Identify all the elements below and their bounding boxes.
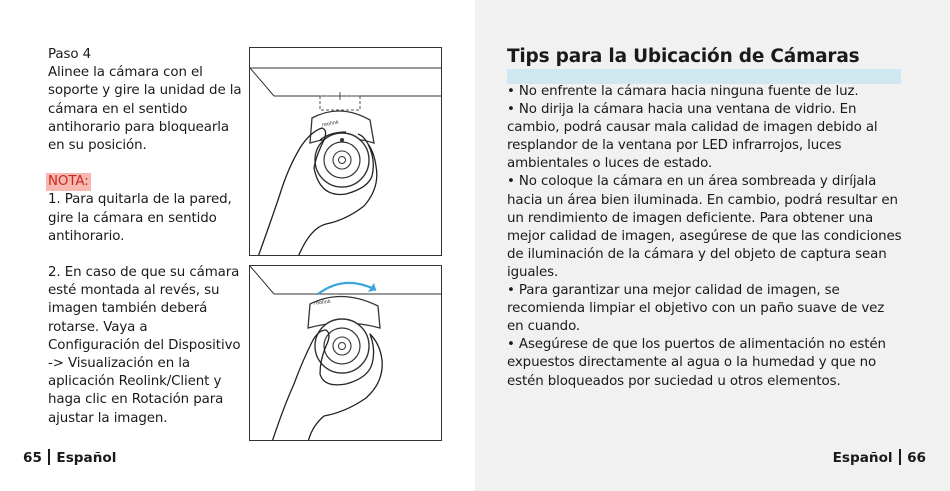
camera-rotate-illustration (250, 266, 442, 441)
right-footer (833, 449, 926, 467)
illustration-align-camera (249, 47, 442, 256)
note-item-2: 2. En caso de que su cámara esté montada al revés, su imagen también deberá rotarse. Vaya a Configuración del Dispositivo -> Visualización en la aplicación Reolink/Client y haga clic en Rotación para ajustar la imagen. (48, 265, 241, 426)
step-text: Alinee la cámara con el soporte y gire la unidad de la cámara en el sentido antihorario para bloquearla en su posición. (48, 65, 242, 154)
tip-item: • Asegúrese de que los puertos de alimentación no estén expuestos directamente al agua o la humedad y que no estén bloqueados por suciedad u otros elementos. (507, 337, 886, 389)
footer-divider (48, 449, 51, 465)
step-title: Paso 4 (48, 47, 92, 62)
brand-logo-2: reolink (313, 298, 332, 307)
page-title: Tips para la Ubicación de Cámaras (507, 46, 860, 67)
tip-item: • No dirija la cámara hacia una ventana de vidrio. En cambio, podrá causar mala calidad de imagen debido al resplandor de la ventana por LED infrarrojos, luces ambientales o luces de estado. (507, 102, 878, 172)
note-item-1: 1. Para quitarla de la pared, gire la cámara en sentido antihorario. (48, 192, 232, 244)
page-number: 65 (23, 450, 42, 466)
page-number: 66 (907, 450, 926, 466)
tip-item: • No enfrente la cámara hacia ninguna fuente de luz. (507, 84, 859, 99)
brand-logo: reolink (321, 119, 340, 129)
spacer (48, 246, 243, 264)
tips-list (507, 83, 903, 391)
illustration-rotate-camera (249, 265, 442, 441)
title-underline-bar (507, 69, 901, 84)
footer-language: Español (832, 450, 893, 466)
left-footer (23, 449, 116, 467)
tip-item: • No coloque la cámara en un área sombreada y diríjala hacia un área bien iluminada. En cambio, podrá resultar en un rendimiento de imagen deficiente. Para obtener una mejor calidad de imagen, asegúrese de que las condiciones de iluminación de la cámara y del objeto de captura sean iguales. (507, 174, 902, 280)
footer-language: Español (56, 450, 117, 466)
camera-mount-illustration (250, 48, 442, 256)
rotate-arrow-icon (318, 283, 376, 294)
note-label: NOTA: (46, 173, 91, 191)
footer-divider (899, 449, 902, 465)
tip-item: • Para garantizar una mejor calidad de imagen, se recomienda limpiar el objetivo con un paño suave de vez en cuando. (507, 283, 885, 335)
installation-step (48, 46, 243, 428)
